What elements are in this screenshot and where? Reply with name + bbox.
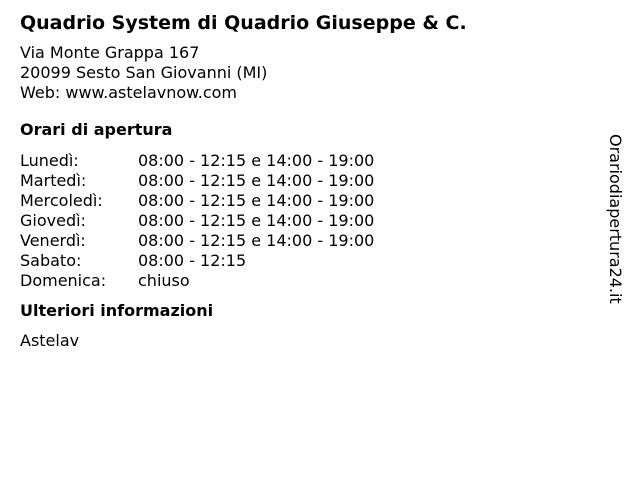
day-label: Venerdì: (20, 231, 86, 250)
hours-value: 08:00 - 12:15 e 14:00 - 19:00 (138, 211, 375, 230)
business-name: Quadrio System di Quadrio Giuseppe & C. (20, 12, 467, 34)
hours-value: 08:00 - 12:15 e 14:00 - 19:00 (138, 191, 375, 210)
hours-row-monday (20, 151, 580, 171)
day-label: Sabato: (20, 251, 82, 270)
day-label: Domenica: (20, 271, 107, 290)
watermark-text: Orariodiapertura24.it (606, 134, 625, 304)
hours-value: 08:00 - 12:15 e 14:00 - 19:00 (138, 171, 375, 190)
website-text: Web: www.astelavnow.com (20, 83, 238, 102)
hours-row-wednesday (20, 191, 580, 211)
hours-row-thursday (20, 211, 580, 231)
hours-value: 08:00 - 12:15 e 14:00 - 19:00 (138, 231, 375, 250)
business-card (20, 9, 580, 351)
hours-value: 08:00 - 12:15 e 14:00 - 19:00 (138, 151, 375, 170)
day-label: Giovedì: (20, 211, 86, 230)
address-street: Via Monte Grappa 167 (20, 43, 200, 62)
address-city: 20099 Sesto San Giovanni (MI) (20, 63, 268, 82)
opening-hours-heading: Orari di apertura (20, 120, 173, 139)
business-address (20, 43, 580, 103)
hours-row-sunday (20, 271, 580, 291)
additional-info-text: Astelav (20, 331, 80, 350)
hours-row-saturday (20, 251, 580, 271)
day-label: Martedì: (20, 171, 87, 190)
hours-value: chiuso (138, 271, 190, 290)
hours-row-tuesday (20, 171, 580, 191)
opening-hours-table (20, 151, 580, 291)
hours-row-friday (20, 231, 580, 251)
day-label: Lunedì: (20, 151, 79, 170)
day-label: Mercoledì: (20, 191, 103, 210)
additional-info-heading: Ulteriori informazioni (20, 301, 214, 320)
hours-value: 08:00 - 12:15 (138, 251, 247, 270)
